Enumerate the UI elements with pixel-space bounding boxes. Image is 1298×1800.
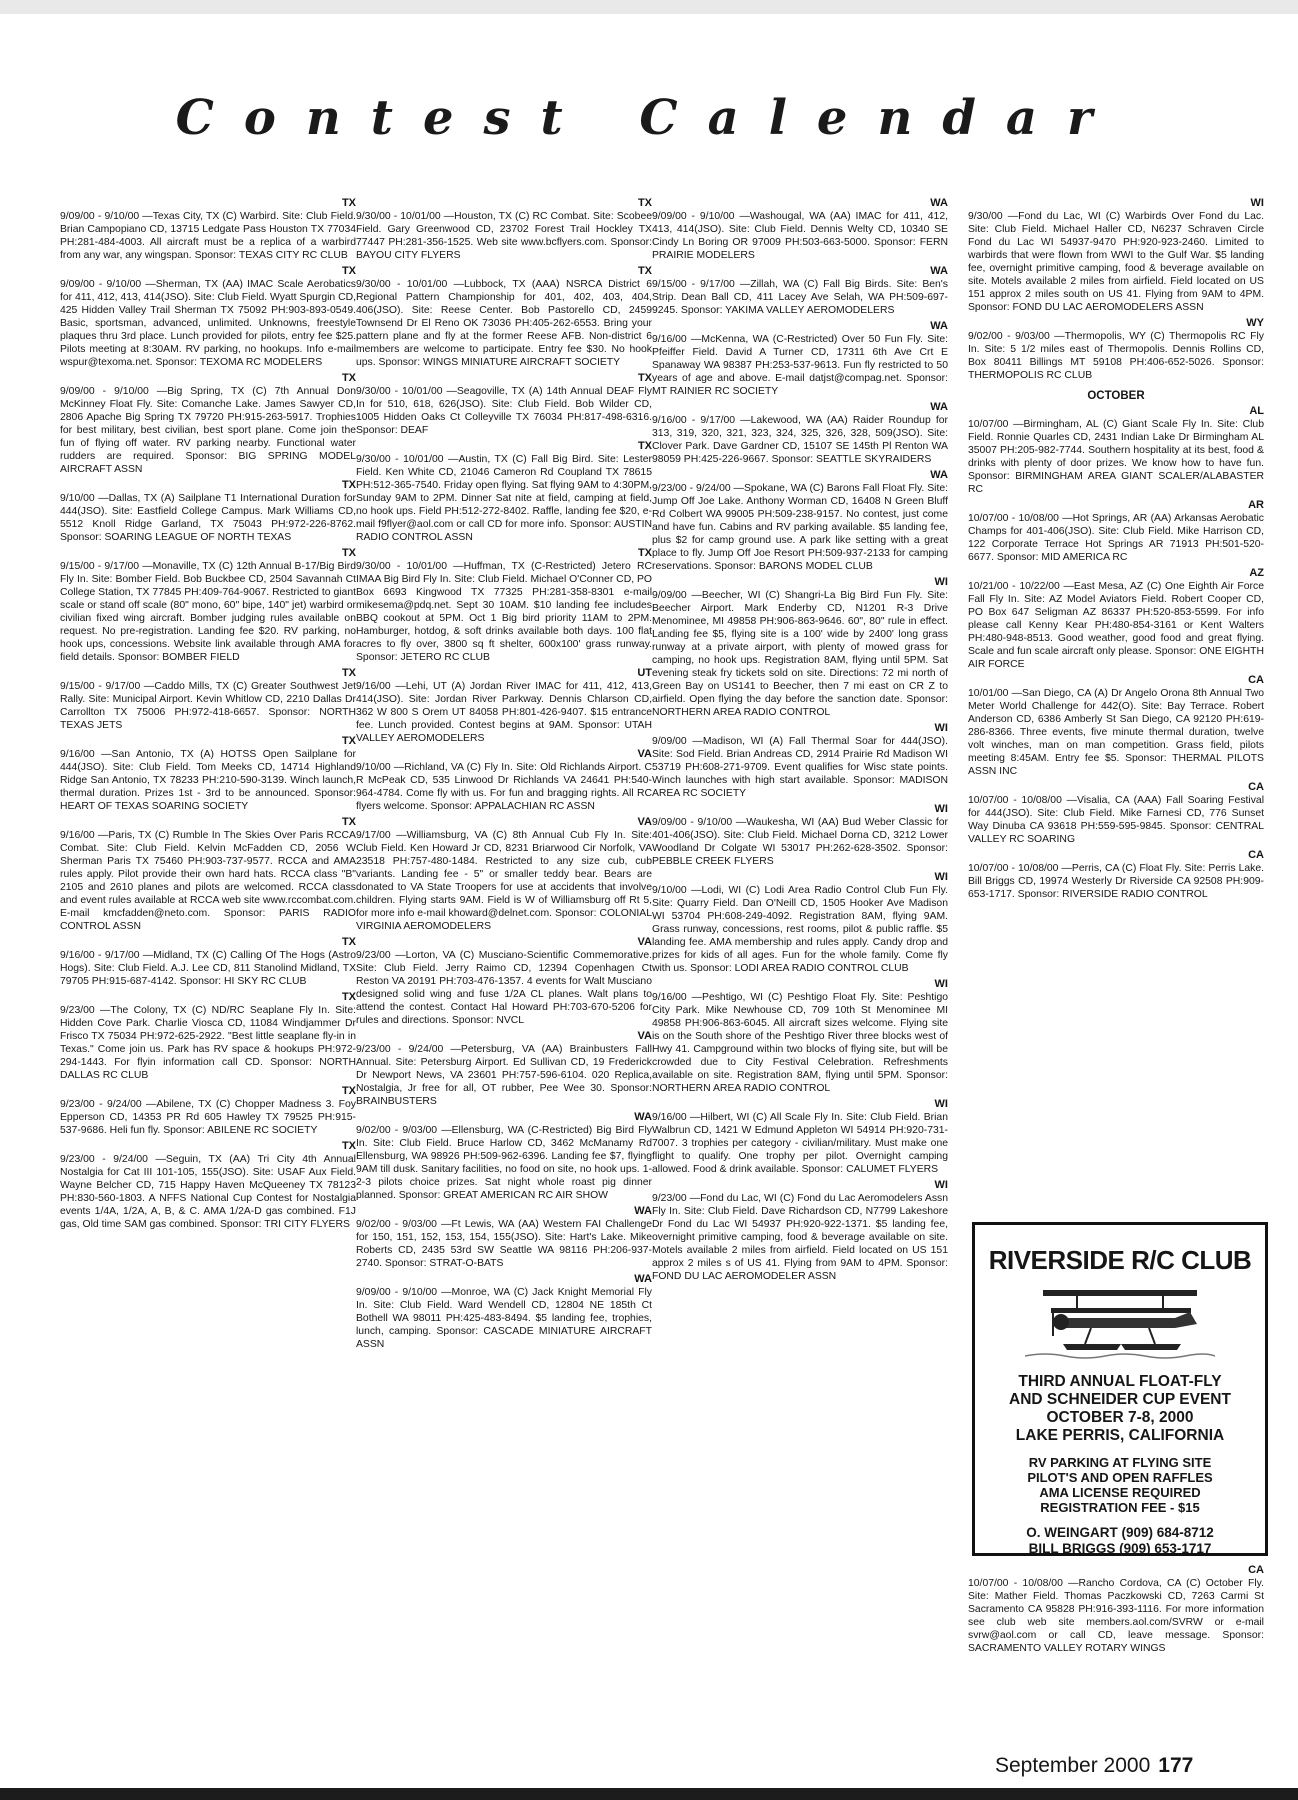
contest-entry: 9/02/00 - 9/03/00 —Ellensburg, WA (C-Restricted) Big Bird Fly In. Site: Club Field. Bruce Harlow CD, 3462 McManamy Rd Ellensburg, WA 98926 PH:509-962-6396. Landing fee $7, flying 9AM till dusk. Sanitary facilities, no food on site, no hook ups. 1-2-3 pilots choice prizes. Sat night whole roast pig dinner planned. Sponsor: GREAT AMERICAN RC AIR SHOW: [356, 1125, 652, 1201]
seaplane-illustration: [975, 1284, 1265, 1367]
contest-entry: 9/09/00 - 9/10/00 —Big Spring, TX (C) 7th Annual Don McKinney Float Fly. Site: Comanche Lake. James Sawyer CD, 2806 Apache Big Spring TX 79720 PH:915-263-5917. Trophies for best military, best civilian, best sport plane. Come join the fun of flying off water. RV parking nearby. Functional water rudders are required. Sponsor: BIG SPRING MODEL AIRCRAFT ASSN: [60, 386, 356, 475]
contest-entry: 9/23/00 - 9/24/00 —Spokane, WA (C) Barons Fall Float Fly. Site: Jump Off Joe Lake. Anthony Worman CD, 16408 N Green Bluff Rd Colbert WA 99005 PH:509-238-9157. No contest, just come and have fun. Cabins and RV parking available. $5 landing fee, plus $2 for camp ground use. A park like setting with a great place to fly. Jump Off Joe Resort PH:509-937-2133 for camping reservations. Sponsor: BARONS MODEL CLUB: [652, 483, 948, 572]
state-code: TX: [341, 1140, 356, 1152]
state-code: VA: [637, 748, 652, 760]
state-code: UT: [637, 667, 652, 679]
contest-entry: 9/09/00 —Beecher, WI (C) Shangri-La Big Bird Fun Fly. Site: Beecher Airport. Mark Enderby CD, N1201 R-3 Drive Menominee, MI 49858 PH:906-863-9646. 60", 80" rule in effect. Landing fee $5, flying site is a 100' wide by 2400' long grass runway at a private airport, with plenty of mowed grass for camping, no hook ups. Registration 8AM, flying until 5PM. Sat evening steak fry tickets sold on site. Directions: 72 mi north of Green Bay on US141 to Beecher, then 7 mi east on CR Z to airfield. Open flying the day before the sanction date. Sponsor: NORTHERN AREA RADIO CONTROL: [652, 590, 948, 718]
state-code: TX: [637, 440, 652, 452]
state-code: TX: [341, 372, 356, 384]
calendar-column-4-bottom: [968, 1562, 1264, 1722]
state-code: CA: [1248, 849, 1264, 861]
ad-contacts: [975, 1525, 1265, 1557]
state-code: WI: [934, 978, 948, 990]
state-code: WI: [1250, 197, 1264, 209]
state-code: AR: [1248, 499, 1264, 511]
state-code: CA: [1248, 781, 1264, 793]
state-code: WA: [634, 1111, 652, 1123]
ad-event-line2: AND SCHNEIDER CUP EVENT: [1009, 1391, 1231, 1408]
contest-entry: 9/09/00 - 9/10/00 —Texas City, TX (C) Warbird. Site: Club Field. Brian Campopiano CD, 13715 Ledgate Pass Houston TX 77034 PH:281-484-4003. All aircraft must be a replica of a warbird from any war, any wingspan. Sponsor: TEXAS CITY RC CLUB: [60, 211, 356, 261]
contest-entry: 9/16/00 —Paris, TX (C) Rumble In The Skies Over Paris RCCA Combat. Site: Club Field. Kelvin McFadden CD, 2056 W Sherman Paris TX 75460 PH:903-737-9577. RCCA and AMA rules apply. Pilot provide their own hard hats. RCCA class "B" 2105 and 2610 planes and pilots are welcomed. RCCA class and event rules available at RCCA web site www.rccombat.com. E-mail kmcfadden@neto.com. Sponsor: PARIS RADIO CONTROL ASSN: [60, 830, 356, 932]
state-code: TX: [341, 197, 356, 209]
state-code: WA: [930, 197, 948, 209]
ad-club-name: RIVERSIDE R/C CLUB: [988, 1245, 1252, 1275]
contest-entry: 9/23/00 - 9/24/00 —Petersburg, VA (AA) Brainbusters Fall Annual. Site: Petersburg Airport. Ed Sullivan CD, 19 Frederick Dr Newport News, VA 23601 PH:757-596-6104. 020 Replica, Nostalgia, Jr free for all, OT rubber, Pee Wee 30. Sponsor: BRAINBUSTERS: [356, 1044, 652, 1107]
september-entries: [968, 197, 1264, 382]
state-code: VA: [637, 816, 652, 828]
state-code: TX: [341, 479, 356, 491]
october-heading: OCTOBER: [1087, 390, 1145, 402]
state-code: TX: [341, 991, 356, 1003]
contest-entry: 9/10/00 —Lodi, WI (C) Lodi Area Radio Control Club Fun Fly. Site: Quarry Field. Dan O'Neill CD, 1505 Hooker Ave Madison WI 53704 PH:608-249-4092. Registration 8AM, flying 9AM. Grass runway, concessions, rest rooms, pilot & public raffle. $5 landing fee. AMA membership and rules apply. Candy drop and prizes for kids of all ages. Fun for the whole family. Come fly with us. Sponsor: LODI AREA RADIO CONTROL CLUB: [652, 885, 948, 974]
contest-entry: 9/23/00 - 9/24/00 —Abilene, TX (C) Chopper Madness 3. Foy Epperson CD, 14353 PR Rd 605 Hawley TX 79525 PH:915-537-9686. Heli fun fly. Sponsor: ABILENE RC SOCIETY: [60, 1099, 356, 1136]
contest-entry: 10/01/00 —San Diego, CA (A) Dr Angelo Orona 8th Annual Two Meter World Challenge for 442(O). Site: Bay Terrace. Robert Anderson CD, 6386 Amberly St San Diego, CA 92120 PH:619-286-8366. Three events, five minute thermal duration, twelve volt winches, man on man competition. Grass field, pilots meeting 8:45AM. Entry fee $5. Sponsor: THERMAL PILOTS ASSN INC: [968, 688, 1264, 777]
riverside-club-ad: [972, 1222, 1268, 1556]
state-code: AZ: [1249, 567, 1264, 579]
contest-entry: 9/02/00 - 9/03/00 —Thermopolis, WY (C) Thermopolis RC Fly In. Site: 5 1/2 miles east of Thermopolis. Dennis Rollins CD, Box 80411 Billings MT 59108 PH:406-652-5026. Sponsor: THERMOPOLIS RC CLUB: [968, 331, 1264, 381]
state-code: WI: [934, 722, 948, 734]
contest-entry: 9/02/00 - 9/03/00 —Ft Lewis, WA (AA) Western FAI Challenge for 150, 151, 152, 153, 154, 155(JSO). Site: Hart's Lake. Mike Roberts CD, 2435 53rd SW Seattle WA 98116 PH:206-937-2740. Sponsor: STRAT-O-BATS: [356, 1219, 652, 1269]
state-code: TX: [637, 372, 652, 384]
state-code: TX: [341, 547, 356, 559]
state-code: TX: [637, 265, 652, 277]
state-code: WA: [634, 1205, 652, 1217]
contest-entry: 10/07/00 - 10/08/00 —Visalia, CA (AAA) Fall Soaring Festival for 444(JSO). Site: Club Field. Mike Farnesi CD, 776 Sunset Way Dinuba CA 93618 PH:559-595-9845. Sponsor: CENTRAL VALLEY RC SOARING: [968, 795, 1264, 845]
contest-entry: 9/09/00 - 9/10/00 —Sherman, TX (AA) IMAC Scale Aerobatics for 411, 412, 413, 414(JSO). Site: Club Field. Wyatt Spurgin CD, 425 Hidden Valley Trail Sherman TX 75092 PH:903-893-0549. Basic, sportsman, advanced, unlimited. Unknowns, freestyle plaques thru 3rd place. Lunch provided for pilots, entry fee $25. Pilots meeting at 8:30AM. RV parking, no hookups. Info e-mail wspur@texoma.net. Sponsor: TEXOMA RC MODELERS: [60, 279, 356, 368]
october-entries: [968, 405, 1264, 901]
contest-entry: 9/23/00 —The Colony, TX (C) ND/RC Seaplane Fly In. Site: Hidden Cove Park. Charlie Viosca CD, 11084 Windjammer Dr Frisco TX 75034 PH:972-625-2922. "Best little seaplane fly-in in Texas." Come join us. Park has RV space & hookups PH:972-294-1443. For flyin information call CD. Sponsor: NORTH DALLAS RC CLUB: [60, 1005, 356, 1081]
contest-entry: 9/30/00 - 10/01/00 —Lubbock, TX (AAA) NSRCA District 6 Regional Pattern Championship for 401, 402, 403, 404, 406(JSO). Site: Reese Center. Bob Pastorello CD, 2459 Townsend Dr El Reno OK 73036 PH:405-262-6553. Bring your pattern plane and fly at the former Reese AFB. Non-district 6 members are welcome to participate. Entry fee $30. No hook ups. Sponsor: WINGS MINIATURE AIRCRAFT SOCIETY: [356, 279, 652, 368]
state-code: TX: [341, 936, 356, 948]
contest-entry: 9/10/00 —Dallas, TX (A) Sailplane T1 International Duration for 444(JSO). Site: Eastfield College Campus. Mark Williams CD, 5512 Knoll Ridge Garland, TX 75043 PH:972-226-8762. Sponsor: SOARING LEAGUE OF NORTH TEXAS: [60, 493, 356, 543]
contest-entry: 9/09/00 —Madison, WI (A) Fall Thermal Soar for 444(JSO). Site: Sod Field. Brian Andreas CD, 2914 Prairie Rd Madison WI 53719 PH:608-271-9709. Event qualifies for Wisc state points. Winch launches with high start available. Sponsor: MADISON AREA RC SOCIETY: [652, 736, 948, 799]
state-code: WI: [934, 1179, 948, 1191]
state-code: TX: [341, 265, 356, 277]
contest-entry: 9/16/00 —McKenna, WA (C-Restricted) Over 50 Fun Fly. Site: Pfeiffer Field. David A Turner CD, 17311 6th Ave Crt E Spanaway WA 98387 PH:253-537-9613. Fun fly restricted to 50 years of age and above. E-mail datjst@compag.net. Sponsor: MT RAINIER RC SOCIETY: [652, 334, 948, 397]
contest-entry: 9/16/00 —Hilbert, WI (C) All Scale Fly In. Site: Club Field. Brian Walbrun CD, 1421 W Edmund Appleton WI 54914 PH:920-731-7007. 3 trophies per category - civilian/military. Must make one flight to qualify. One trophy per pilot. Overnight camping allowed. Food & drink available. Sponsor: CALUMET FLYERS: [652, 1112, 948, 1175]
contest-entry: 10/07/00 - 10/08/00 —Perris, CA (C) Float Fly. Site: Perris Lake. Bill Briggs CD, 19974 Westerly Dr Riverside CA 92508 PH:909-653-1717. Sponsor: RIVERSIDE RADIO CONTROL: [968, 863, 1264, 900]
state-code: AL: [1249, 405, 1264, 417]
calendar-column-2: [356, 195, 652, 1725]
ad-details: [975, 1455, 1265, 1515]
page-title: Contest Calendar: [175, 90, 1123, 147]
state-code: CA: [1248, 674, 1264, 686]
ad-event-info: [975, 1373, 1265, 1445]
state-code: VA: [637, 1030, 652, 1042]
state-code: WA: [634, 1273, 652, 1285]
state-code: WA: [930, 401, 948, 413]
ad-contact-line: BILL BRIGGS (909) 653-1717: [1028, 1541, 1212, 1556]
state-code: TX: [341, 816, 356, 828]
contest-entry: 9/10/00 —Richland, VA (C) Fly In. Site: Old Richlands Airport. C R McPeak CD, 535 Linwood Dr Richlands VA 24641 PH:540-964-4784. Come fly with us. For fun and bragging rights. All RC flyers welcome. Sponsor: APPALACHIAN RC ASSN: [356, 762, 652, 812]
ad-detail-line: PILOT'S AND OPEN RAFFLES: [1027, 1470, 1213, 1485]
state-code: WI: [934, 576, 948, 588]
state-code: VA: [637, 936, 652, 948]
contest-entry: 9/15/00 - 9/17/00 —Monaville, TX (C) 12th Annual B-17/Big Bird Fly In. Site: Bomber Field. Bob Buckbee CD, 2504 Savannah Ct College Station, TX 77845 PH:409-764-9067. Restricted to giant scale or stand off scale (80" mono, 60" bipe, 140" jet) warbird or civilian fixed wing aircraft. Bomber judging rules available on request. No pre-registration. Landing fee $20. RV parking, no hook ups, concessions. Website link available through AMA for field details. Sponsor: BOMBER FIELD: [60, 561, 356, 663]
state-code: WI: [934, 1098, 948, 1110]
contest-entry: 10/21/00 - 10/22/00 —East Mesa, AZ (C) One Eighth Air Force Fall Fly In. Site: AZ Model Aviators Field. Robert Cooper CD, PO Box 647 Seligman AZ 86337 PH:520-853-5599. For info please call Kenny Kear PH:480-854-3161 or Kent Walters PH:480-948-8513. Good weather, good food and great flying. Scale and fun scale aircraft only please. Sponsor: ONE EIGHTH AIR FORCE: [968, 581, 1264, 670]
ad-detail-line: RV PARKING AT FLYING SITE: [1028, 1455, 1212, 1470]
calendar-column-4: [968, 195, 1264, 1215]
calendar-column-1: [60, 195, 356, 1725]
ad-detail-line: REGISTRATION FEE - $15: [1040, 1500, 1200, 1515]
issue-date: September 2000: [995, 1754, 1151, 1777]
contest-entry: 9/30/00 —Fond du Lac, WI (C) Warbirds Over Fond du Lac. Site: Club Field. Michael Haller CD, N6237 Schraven Circle Fond du Lac WI 54937-9470 PH:920-923-2460. Limited to warbirds that were flown from WWI to the Gulf War. $5 landing fee, overnight primitive camping, food & beverage available on site. Motels available 2 miles from airfield. Field located on US 151 approx 2 miles south on US 41. Flying from 9AM to 4PM. Sponsor: FOND DU LAC AEROMODELERS ASSN: [968, 211, 1264, 313]
contest-entry: 9/09/00 - 9/10/00 —Waukesha, WI (AA) Bud Weber Classic for 401-406(JSO). Site: Club Field. Michael Dorna CD, 3212 Lower Woodland Dr Colgate WI 53017 PH:262-628-3502. Sponsor: PEBBLE CREEK FLYERS: [652, 817, 948, 867]
contest-entry: 10/07/00 —Birmingham, AL (C) Giant Scale Fly In. Site: Club Field. Ronnie Quarles CD, 2431 Indian Lake Dr Birmingham AL 35007 PH:205-982-7744. Southern hospitality at its best, food & drinks with plenty of door prizes. We know how to have fun. Sponsor: BIRMINGHAM AREA GIANT SCALER/ALABASTER RC: [968, 419, 1264, 495]
state-code: WI: [934, 803, 948, 815]
contest-entry: 9/30/00 - 10/01/00 —Seagoville, TX (A) 14th Annual DEAF Fly In for 510, 618, 626(JSO). Site: Club Field. Bob Wilder CD, 1005 Hidden Oaks Ct Colleyville TX 76034 PH:817-498-6316. Sponsor: DEAF: [356, 386, 652, 436]
calendar-column-3: [652, 195, 948, 1725]
contest-entry: 10/07/00 - 10/08/00 —Rancho Cordova, CA (C) October Fly. Site: Mather Field. Thomas Paczkowski CD, 7263 Carmi St Sacramento CA 95828 PH:916-393-1116. For more information see club web site members.aol.com/SVRW or e-mail svrw@aol.com or call CD, leave message. Sponsor: SACRAMENTO VALLEY ROTARY WINGS: [968, 1578, 1264, 1654]
ad-contact-line: O. WEINGART (909) 684-8712: [1026, 1525, 1214, 1540]
state-code: WA: [930, 320, 948, 332]
contest-entry: 9/30/00 - 10/01/00 —Houston, TX (C) RC Combat. Site: Scobee Field. Gary Greenwood CD, 23702 Forest Trail Hockley TX 77447 PH:281-356-1525. Web site www.bcflyers.com. Sponsor: BAYOU CITY FLYERS: [356, 211, 652, 261]
contest-entry: 10/07/00 - 10/08/00 —Hot Springs, AR (AA) Arkansas Aerobatic Champs for 401-406(JSO). Site: Club Field. Mike Harrison CD, 122 Corporate Terrace Hot Springs AR 71913 PH:501-520-6677. Sponsor: MID AMERICA RC: [968, 513, 1264, 563]
contest-entry: 9/30/00 - 10/01/00 —Huffman, TX (C-Restricted) Jetero RC IMAA Big Bird Fly In. Site: Club Field. Michael O'Conner CD, PO Box 6693 Kingwood TX 77325 PH:281-358-8301 e-mail mikesema@pdq.net. Sept 30 10AM. $10 landing fee includes BBQ cookout at 5PM. Oct 1 Big bird priority 11AM to 2PM. Hamburger, hotdog, & soft drinks available both days. 100 flat acres to fly over, 3800 sq ft shelter, 600x100' grass runway. Sponsor: JETERO RC CLUB: [356, 561, 652, 663]
contest-entry: 9/09/00 - 9/10/00 —Monroe, WA (C) Jack Knight Memorial Fly In. Site: Club Field. Ward Wendell CD, 12804 NE 185th Ct Bothell WA 98011 PH:425-483-8494. $5 landing fee, trophies, lunch, camping. Sponsor: CASCADE MINIATURE AIRCRAFT ASSN: [356, 1287, 652, 1350]
ad-detail-line: AMA LICENSE REQUIRED: [1039, 1485, 1201, 1500]
contest-entry: 9/16/00 - 9/17/00 —Lakewood, WA (AA) Raider Roundup for 313, 319, 320, 321, 323, 324, 325, 326, 328, 509(JSO). Site: Clover Park. Dave Gardner CD, 15107 SE 145th Pl Renton WA 98059 PH:425-226-9667. Sponsor: SEATTLE SKYRAIDERS: [652, 415, 948, 465]
contest-entry: 9/30/00 - 10/01/00 —Austin, TX (C) Fall Big Bird. Site: Lester Field. Ken White CD, 21046 Cameron Rd Coupland TX 78615 PH:512-365-7540. Friday open flying. Sat flying 9AM to 4:30PM, Sunday 9AM to 2PM. Dinner Sat nite at field, camping at field, no hook ups. Field PH:512-272-8402. Raffle, landing fee $20, e-mail f9flyer@aol.com or call CD for more info. Sponsor: AUSTIN RADIO CONTROL ASSN: [356, 454, 652, 543]
state-code: WI: [934, 871, 948, 883]
ad-event-place: LAKE PERRIS, CALIFORNIA: [1015, 1427, 1225, 1444]
ad-event-dates: OCTOBER 7-8, 2000: [1046, 1409, 1194, 1426]
contest-entry: 9/15/00 - 9/17/00 —Zillah, WA (C) Fall Big Birds. Site: Ben's Strip. Dean Ball CD, 411 Lacey Ave Selah, WA PH:509-697-9245. Sponsor: YAKIMA VALLEY AEROMODELERS: [652, 279, 948, 316]
bottom-edge: [0, 1788, 1298, 1800]
page-footer: [995, 1754, 1193, 1778]
top-edge: [0, 0, 1298, 14]
state-code: TX: [341, 735, 356, 747]
state-code: WA: [930, 265, 948, 277]
contest-entry: 9/23/00 - 9/24/00 —Seguin, TX (AA) Tri City 4th Annual Nostalgia for Cat III 101-105, 155(JSO). Site: USAF Aux Field. Wayne Belcher CD, 715 Happy Haven McQueeney TX 78123 PH:830-560-1803. A NFFS National Cup Contest for Nostalgia events 1/4A, 1/2A, A, B, & C. AMA 1/2A-D gas combined. F1J gas, Old time SAM gas combined. Sponsor: TRI CITY FLYERS: [60, 1154, 356, 1230]
contest-entry: 9/23/00 —Lorton, VA (C) Musciano-Scientific Commemorative. Site: Club Field. Jerry Raimo CD, 12394 Copenhagen Ct Reston VA 20191 PH:703-476-1357. 4 events for Walt Musciano designed solid wing and fuse 1/2A CL planes. Walt plans to attend the contest. Contact Hal Howard PH:703-670-5206 for rules and directions. Sponsor: NVCL: [356, 950, 652, 1026]
contest-entry: 9/09/00 - 9/10/00 —Washougal, WA (AA) IMAC for 411, 412, 413, 414(JSO). Site: Club Field. Dennis Welty CD, 10340 SE Cindy Ln Boring OR 97009 PH:503-663-5000. Sponsor: FERN PRAIRIE MODELERS: [652, 211, 948, 261]
state-code: TX: [341, 667, 356, 679]
state-code: CA: [1248, 1564, 1264, 1576]
ad-event-line1: THIRD ANNUAL FLOAT-FLY: [1018, 1373, 1222, 1390]
contest-entry: 9/23/00 —Fond du Lac, WI (C) Fond du Lac Aeromodelers Assn Fly In. Site: Club Field. Dave Richardson CD, N7799 Lakeshore Dr Fond du Lac WI 54937 PH:920-922-1371. $5 landing fee, overnight primitive camping, food & beverage available on site. Motels available 2 miles from airfield. Field located on US 151 approx 2 miles s of US 41. Flying from 9AM to 4PM. Sponsor: FOND DU LAC AEROMODELER ASSN: [652, 1193, 948, 1282]
state-code: TX: [637, 547, 652, 559]
contest-entry: 9/16/00 - 9/17/00 —Midland, TX (C) Calling Of The Hogs (Astro Hogs). Site: Club Field. A.J. Lee CD, 811 Stanolind Midland, TX 79705 PH:915-687-4142. Sponsor: HI SKY RC CLUB: [60, 950, 356, 987]
contest-entry: 9/17/00 —Williamsburg, VA (C) 8th Annual Cub Fly In. Site: Club Field. Ken Howard Jr CD, 8231 Briarwood Cir Norfolk, VA 23518 PH:757-480-1484. Restricted to any size cub, cub variants. Landing fee - 5" or smaller teddy bear. Bears are donated to VA State Troopers for use at accidents that involve children. Flying starts 9AM. Field is W of Williamsburg off Rt 5, for more info e-mail khoward@delnet.com. Sponsor: COLONIAL VIRGINIA AEROMODELERS: [356, 830, 652, 932]
state-code: TX: [637, 197, 652, 209]
state-code: WA: [930, 469, 948, 481]
state-code: WY: [1246, 317, 1264, 329]
contest-entry: 9/15/00 - 9/17/00 —Caddo Mills, TX (C) Greater Southwest Jet Rally. Site: Municipal Airport. Kevin Whitlow CD, 2210 Dallas Dr Carrollton TX 75006 PH:972-418-6657. Sponsor: NORTH TEXAS JETS: [60, 681, 356, 731]
state-code: TX: [341, 1085, 356, 1097]
page-number: 177: [1158, 1754, 1194, 1777]
contest-entry: 9/16/00 —Peshtigo, WI (C) Peshtigo Float Fly. Site: Peshtigo City Park. Mike Newhouse CD, 709 10th St Menominee MI 49858 PH:906-863-6045. All aircraft sizes welcome. Flying site is on the South shore of the Peshtigo River three blocks west of Hwy 41. Campground within two blocks of flying site, but will be crowded due to City Festival Celebration. Refreshments available on site. Registration 8AM, flying until 5PM. Sponsor: NORTHERN AREA RADIO CONTROL: [652, 992, 948, 1094]
contest-entry: 9/16/00 —Lehi, UT (A) Jordan River IMAC for 411, 412, 413, 414(JSO). Site: Jordan River Parkway. Dennis Chlarson CD, 362 W 800 S Orem UT 84058 PH:801-426-9407. $15 entrance fee. Lunch provided. Contest begins at 9AM. Sponsor: UTAH VALLEY AEROMODELERS: [356, 681, 652, 744]
contest-entry: 9/16/00 —San Antonio, TX (A) HOTSS Open Sailplane for 444(JSO). Site: Club Field. Tom Meeks CD, 14714 Highland Ridge San Antonio, TX 78233 PH:210-590-3139. Winch launch, thermal duration. Prizes 1st - 3rd to be announced. Sponsor: HEART OF TEXAS SOARING SOCIETY: [60, 749, 356, 812]
